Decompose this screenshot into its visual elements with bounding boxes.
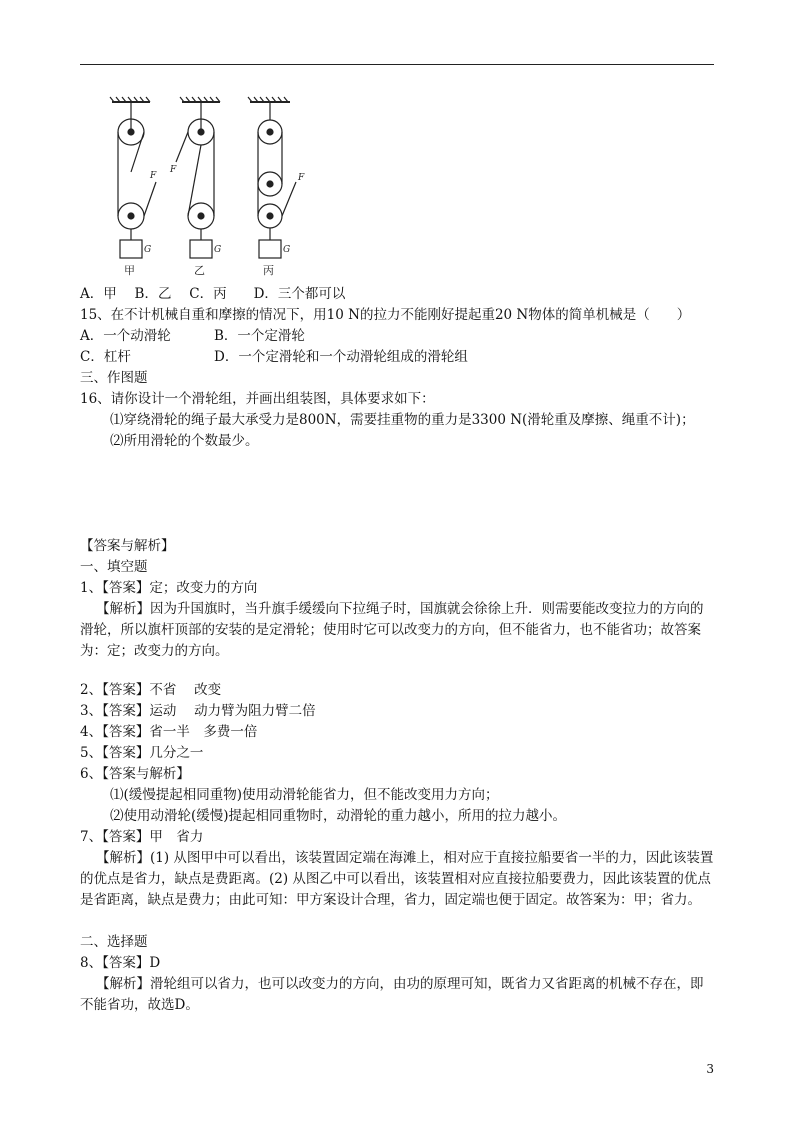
answers-section-choice: 二、选择题 bbox=[80, 934, 148, 950]
page-number: 3 bbox=[706, 1062, 714, 1076]
q14-options: A．甲 B．乙 C．丙 D．三个都可以 bbox=[80, 286, 346, 302]
q15-option-d: D．一个定滑轮和一个动滑轮组成的滑轮组 bbox=[214, 349, 468, 365]
answer-6: 6、【答案与解析】 bbox=[80, 766, 190, 782]
force-label-1: F bbox=[150, 171, 157, 181]
answer-1: 1、【答案】定；改变力的方向 bbox=[80, 580, 258, 596]
force-label-2: F bbox=[170, 165, 177, 175]
q15-stem: 15、在不计机械自重和摩擦的情况下，用10 N的拉力不能刚好提起重20 N物体的简单机械是（ ） bbox=[80, 307, 691, 323]
q15-options-cd bbox=[80, 347, 468, 367]
answer-6-point-2: ⑵使用动滑轮(缓慢)提起相同重物时，动滑轮的重力越小，所用的拉力越小。 bbox=[110, 808, 567, 824]
answer-3: 3、【答案】运动 动力臂为阻力臂二倍 bbox=[80, 703, 316, 719]
answer-7: 7、【答案】甲 省力 bbox=[80, 829, 204, 845]
figure-label-jia: 甲 bbox=[124, 264, 135, 277]
weight-label-3: G bbox=[283, 245, 291, 255]
answer-4: 4、【答案】省一半 多费一倍 bbox=[80, 724, 258, 740]
q15-option-b: B．一个定滑轮 bbox=[214, 328, 305, 344]
q15-option-c: C．杠杆 bbox=[80, 349, 131, 365]
answers-section-fill: 一、填空题 bbox=[80, 559, 148, 575]
answer-2: 2、【答案】不省 改变 bbox=[80, 682, 222, 698]
answer-1-explanation: 【解析】因为升国旗时，当升旗手缓缓向下拉绳子时，国旗就会徐徐上升．则需要能改变拉力的方向的滑轮，所以旗杆顶部的安装的是定滑轮；使用时它可以改变力的方向，但不能省力，也不能省功；故答案为：定；改变力的方向。 bbox=[80, 601, 704, 659]
force-label-3: F bbox=[298, 173, 305, 183]
figure-label-yi: 乙 bbox=[194, 264, 205, 277]
answers-heading: 【答案与解析】 bbox=[80, 538, 175, 554]
answer-7-explanation: 【解析】(1) 从图甲中可以看出，该装置固定端在海滩上，相对应于直接拉船要省一半的力，因此该装置的优点是省力，缺点是费距离。(2) 从图乙中可以看出，该装置相对应直接拉船要费力，因此该装置的优点是省距离，缺点是费力；由此可知：甲方案设计合理，省力，固定端也便于固定。故答案为：甲；省力。 bbox=[80, 850, 714, 908]
pulley-diagram bbox=[100, 92, 320, 282]
answer-5: 5、【答案】几分之一 bbox=[80, 745, 204, 761]
section-heading-drawing: 三、作图题 bbox=[80, 370, 148, 386]
answer-8: 8、【答案】D bbox=[80, 955, 161, 971]
weight-label-2: G bbox=[214, 245, 222, 255]
answer-8-explanation: 【解析】滑轮组可以省力，也可以改变力的方向，由功的原理可知，既省力又省距离的机械不存在，即不能省功，故选D。 bbox=[80, 976, 704, 1013]
answer-6-point-1: ⑴(缓慢提起相同重物)使用动滑轮能省力，但不能改变用力方向； bbox=[110, 787, 499, 803]
figure-label-bing: 丙 bbox=[263, 264, 274, 277]
weight-label-1: G bbox=[144, 245, 152, 255]
q16-requirement-1: ⑴穿绕滑轮的绳子最大承受力是800N，需要挂重物的重力是3300 N(滑轮重及摩擦、绳重不计)； bbox=[110, 412, 695, 428]
header-rule bbox=[80, 64, 714, 65]
q15-option-a: A．一个动滑轮 bbox=[80, 328, 171, 344]
q16-stem: 16、请你设计一个滑轮组，并画出组装图，具体要求如下： bbox=[80, 391, 435, 407]
q16-requirement-2: ⑵所用滑轮的个数最少。 bbox=[110, 433, 259, 449]
q15-options-ab bbox=[80, 326, 305, 346]
